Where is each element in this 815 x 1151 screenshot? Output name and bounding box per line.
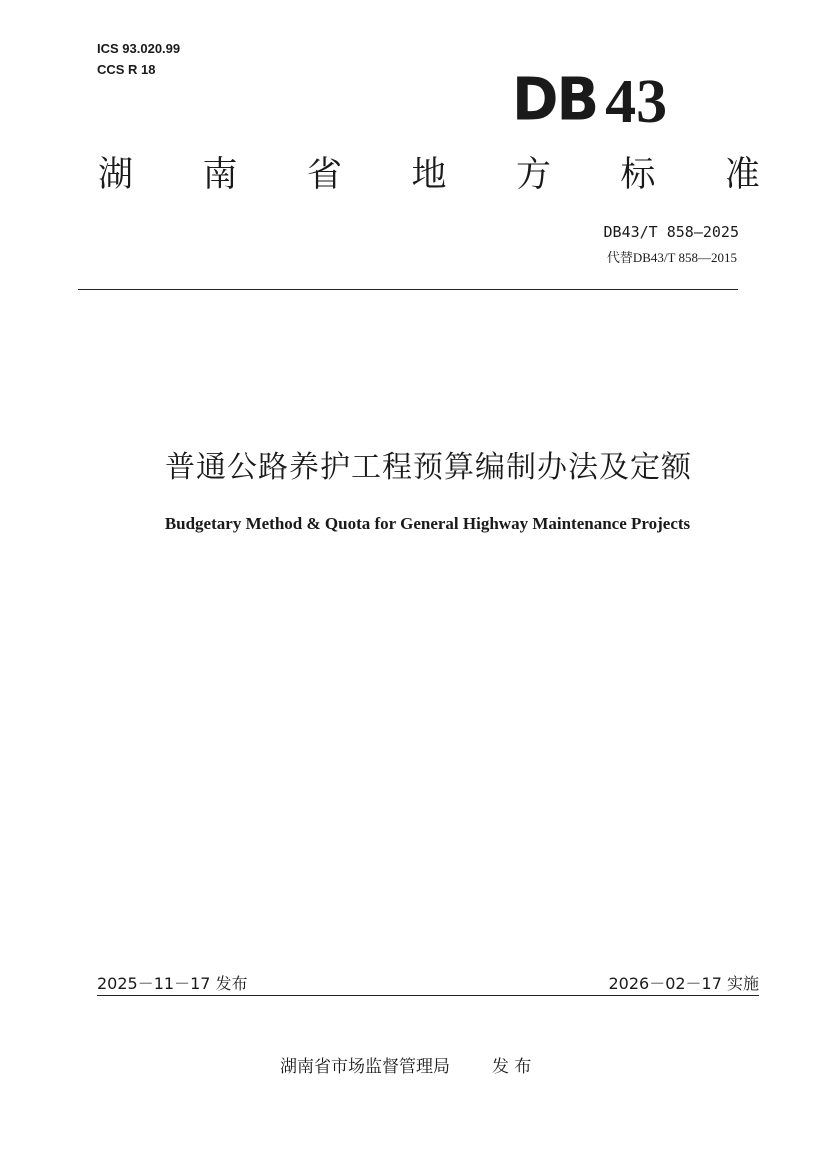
standard-type-char: 方 (515, 155, 551, 195)
standard-type-title (98, 150, 760, 200)
db43-logo (512, 65, 668, 136)
standard-type-char: 标 (620, 155, 656, 195)
logo-number: 43 (605, 68, 668, 136)
logo-letters: DB (512, 65, 598, 135)
document-title-chinese: 普通公路养护工程预算编制办法及定额 (165, 450, 692, 485)
issuer-line (280, 1052, 531, 1077)
standard-type-char: 南 (202, 155, 238, 195)
issuing-organization: 湖南省市场监督管理局 (280, 1057, 450, 1077)
ics-code: ICS 93.020.99 (97, 41, 181, 56)
top-divider (78, 289, 738, 290)
standard-type-char: 地 (411, 155, 447, 195)
classification-codes (97, 38, 180, 80)
implementation-date: 2026－02－17 实施 (608, 974, 759, 993)
ccs-code: CCS R 18 (97, 62, 156, 77)
standard-type-char: 湖 (98, 155, 134, 195)
bottom-divider (97, 995, 759, 996)
replaced-standard: 代替DB43/T 858—2015 (606, 250, 737, 265)
standard-number: DB43/T 858—2025 (603, 223, 739, 241)
document-title-english: Budgetary Method & Quota for General Highway Maintenance Projects (164, 514, 691, 533)
issue-action: 发 布 (492, 1057, 532, 1077)
standard-type-char: 准 (724, 155, 760, 195)
standard-type-char: 省 (306, 155, 342, 195)
issue-date: 2025－11－17 发布 (97, 974, 248, 993)
